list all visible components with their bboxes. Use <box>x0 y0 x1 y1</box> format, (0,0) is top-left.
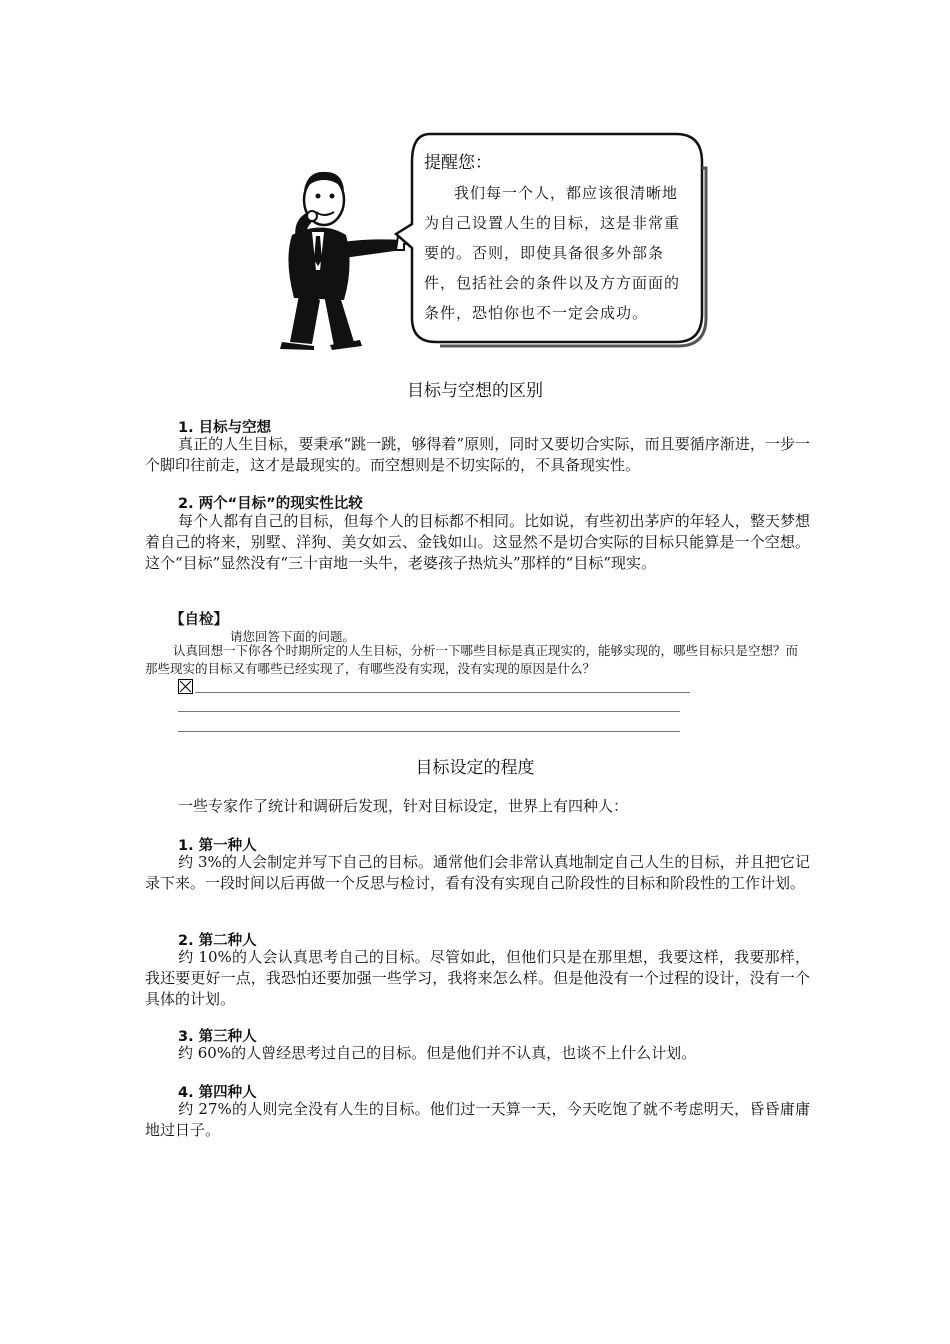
subheading: 3. 第三种人 <box>178 1029 257 1045</box>
paragraph: 一些专家作了统计和调研后发现，针对目标设定，世界上有四种人： <box>178 797 629 815</box>
section-title: 目标与空想的区别 <box>407 381 543 401</box>
paragraph: 约 60%的人曾经思考过自己的目标。但是他们并不认真，也谈不上什么计划。 <box>178 1044 697 1062</box>
subheading: 2. 第二种人 <box>178 933 257 949</box>
cross-icon <box>179 680 192 693</box>
paragraph: 约 27%的人则完全没有人生的目标。他们过一天算一天，今天吃饱了就不考虑明天，昏昏庸庸地过日子。 <box>145 1100 810 1139</box>
paragraph: 真正的人生目标，要秉承“跳一跳，够得着”原则，同时又要切合实际，而且要循序渐进，一步一个脚印往前走，这才是最现实的。而空想则是不切实际的，不具备现实性。 <box>145 435 810 474</box>
paragraph: 约 3%的人会制定并写下自己的目标。通常他们会非常认真地制定自己人生的目标，并且把它记录下来。一段时间以后再做一个反思与检讨，看有没有实现自己阶段性的目标和阶段性的工作计划。 <box>145 853 810 892</box>
selfcheck-question: 认真回想一下你各个时期所定的人生目标，分析一下哪些目标是真正现实的，能够实现的，哪些目标只是空想？而那些现实的目标又有哪些已经实现了，有哪些没有实现，没有实现的原因是什么？ <box>145 643 799 676</box>
answer-line[interactable] <box>178 711 680 712</box>
answer-line[interactable] <box>195 692 690 693</box>
section-title: 目标设定的程度 <box>415 758 535 778</box>
answer-line[interactable] <box>178 731 680 732</box>
reminder-title: 提醒您： <box>424 153 492 173</box>
subheading: 4. 第四种人 <box>178 1085 257 1101</box>
selfcheck-prompt: 请您回答下面的问题。 <box>230 629 356 644</box>
reminder-text: 我们每一个人，都应该很清晰地为自己设置人生的目标，这是非常重要的。否则，即使具备很多外部条件，包括社会的条件以及方方面面的条件，恐怕你也不一定会成功。 <box>424 184 681 322</box>
selfcheck-label: 【自检】 <box>170 612 228 628</box>
subheading: 1. 第一种人 <box>178 838 257 854</box>
subheading: 1. 目标与空想 <box>178 420 272 436</box>
subheading: 2. 两个“目标”的现实性比较 <box>178 496 363 512</box>
paragraph: 约 10%的人会认真思考自己的目标。尽管如此，但他们只是在那里想，我要这样，我要那样，我还要更好一点，我恐怕还要加强一些学习，我将来怎么样。但是他没有一个过程的设计，没有一个具体的计划。 <box>145 948 810 1008</box>
answer-checkbox[interactable] <box>178 679 193 694</box>
paragraph: 每个人都有自己的目标，但每个人的目标都不相同。比如说，有些初出茅庐的年轻人，整天梦想着自己的将来，别墅、洋狗、美女如云、金钱如山。这显然不是切合实际的目标只能算是一个空想。这个“目标”显然没有“三十亩地一头牛，老婆孩子热炕头”那样的“目标”现实。 <box>145 512 810 572</box>
